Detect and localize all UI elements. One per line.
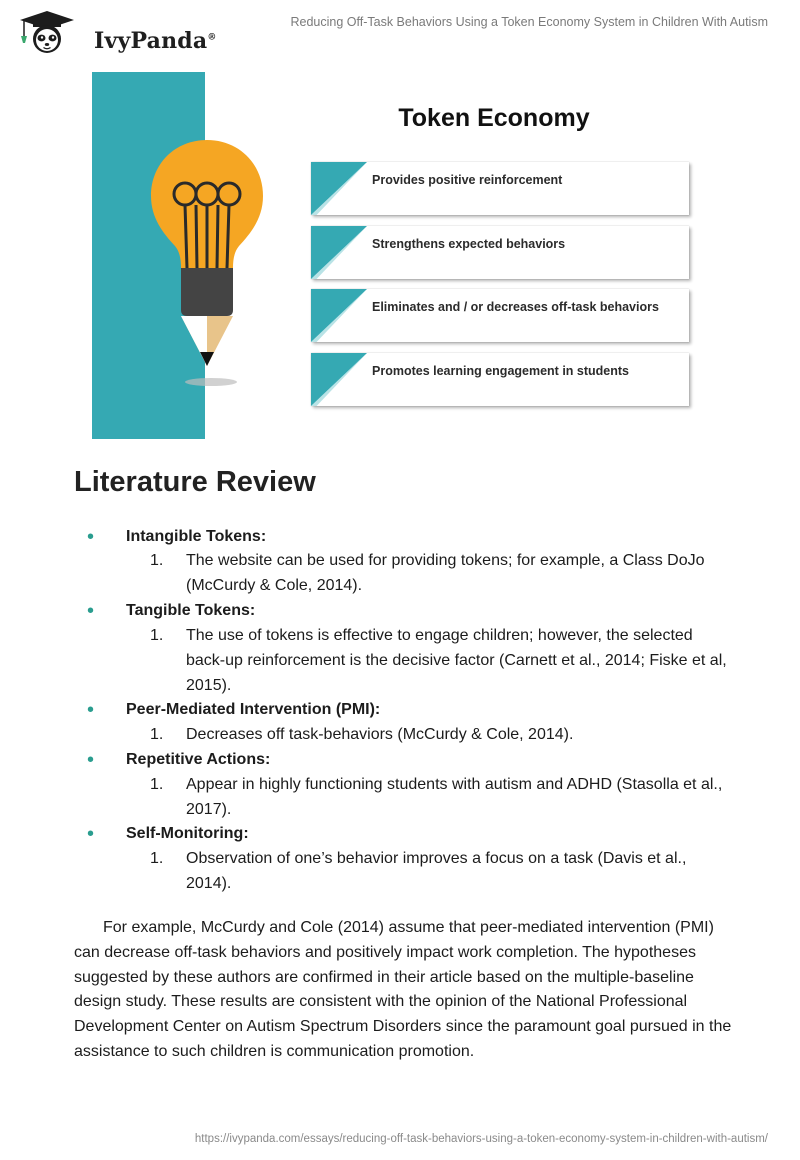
list-item-label: Self-Monitoring: (126, 825, 249, 842)
token-benefit-box (311, 289, 689, 342)
page-header (0, 0, 800, 60)
ivypanda-logo[interactable] (16, 9, 217, 54)
list-item-number: 1. (150, 850, 164, 867)
token-benefit-text: Provides positive reinforcement (372, 173, 563, 187)
list-item-label: Peer-Mediated Intervention (PMI): (126, 701, 381, 718)
list-item-number: 1. (150, 552, 164, 569)
token-benefit-box (311, 353, 689, 406)
body-paragraph: For example, McCurdy and Cole (2014) assume that peer-mediated intervention (PMI) can decrease off-task behaviors and positively impact work completion. The hypotheses suggested by these authors are confirmed in their article based on the multiple-baseline design study. These results are consistent with the opinion of the National Professional Development Center on Autism Spectrum Disorders since the paramount goal pursued in the assistance to such children is communication promotion. (74, 919, 732, 1060)
bullet-icon: • (87, 699, 95, 721)
lightbulb-pencil-icon (147, 134, 267, 394)
token-benefit-text: Promotes learning engagement in students (372, 364, 629, 378)
bullet-icon: • (87, 526, 95, 548)
logo-text: IvyPanda® (94, 28, 217, 54)
bullet-icon: • (87, 600, 95, 622)
list-item-text: Decreases off task-behaviors (McCurdy & Cole, 2014). (186, 726, 574, 743)
section-heading: Literature Review (74, 466, 316, 498)
token-benefit-text: Eliminates and / or decreases off-task behaviors (372, 300, 659, 314)
list-item-text: Observation of one’s behavior improves a focus on a task (Davis et al., 2014). (186, 850, 687, 892)
bullet-icon: • (87, 823, 95, 845)
token-benefit-box (311, 226, 689, 279)
figure-title: Token Economy (398, 104, 590, 132)
list-item-text: Appear in highly functioning students with autism and ADHD (Stasolla et al., 2017). (186, 776, 723, 818)
token-benefit-box (311, 162, 689, 215)
list-item-label: Repetitive Actions: (126, 751, 271, 768)
source-url-link[interactable]: https://ivypanda.com/essays/reducing-off-task-behaviors-using-a-token-economy-system-in-children-with-autism/ (194, 1133, 768, 1145)
list-item-number: 1. (150, 627, 164, 644)
document-title: Reducing Off-Task Behaviors Using a Token Economy System in Children With Autism (290, 15, 768, 29)
token-economy-figure (92, 72, 704, 440)
list-item-text: The website can be used for providing tokens; for example, a Class DoJo (McCurdy & Cole, 2014). (186, 552, 705, 594)
bullet-icon: • (87, 749, 95, 771)
token-benefit-text: Strengthens expected behaviors (372, 237, 566, 251)
list-item-number: 1. (150, 776, 164, 793)
list-item-text: The use of tokens is effective to engage children; however, the selected back-up reinforcement is the decisive factor (Carnett et al., 2014; Fiske et al, 2015). (186, 627, 727, 694)
list-item-label: Intangible Tokens: (126, 528, 267, 545)
list-item-label: Tangible Tokens: (126, 602, 256, 619)
panda-graduate-icon (16, 9, 78, 55)
list-item-number: 1. (150, 726, 164, 743)
